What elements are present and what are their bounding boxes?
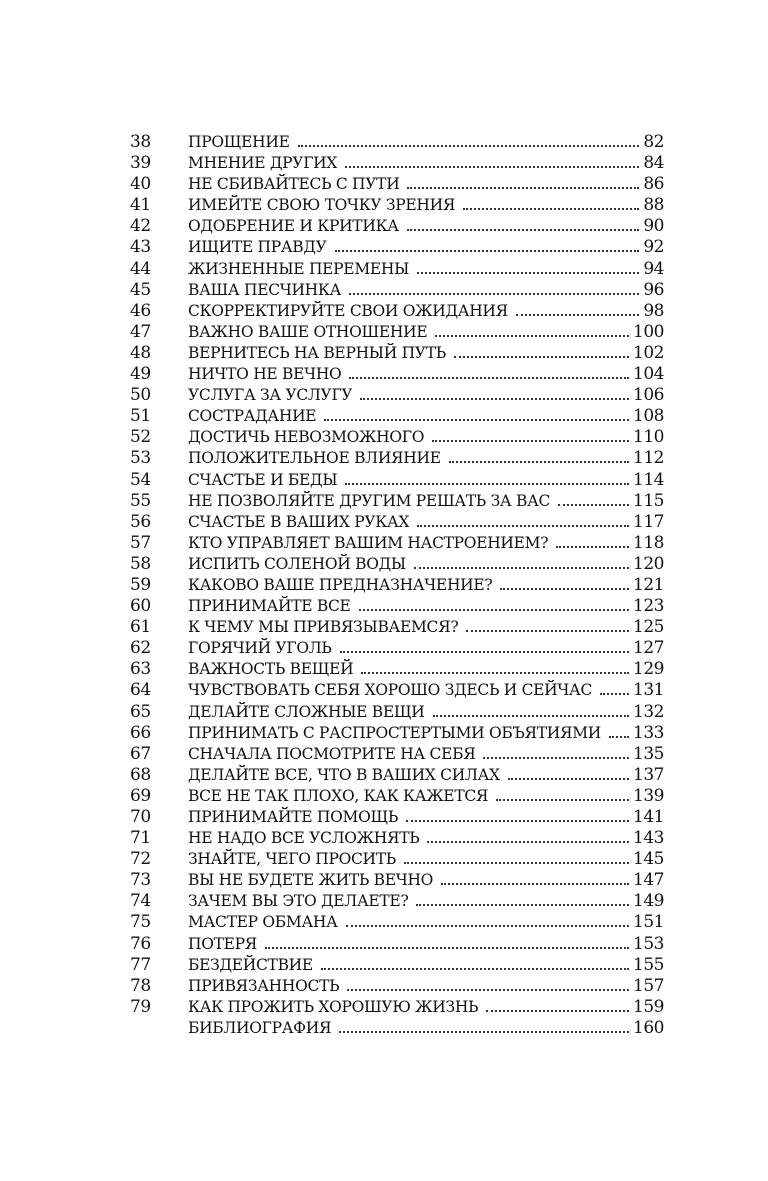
chapter-number: 61 bbox=[130, 617, 151, 638]
page-number: 160 bbox=[633, 1017, 664, 1038]
chapter-number: 77 bbox=[130, 954, 151, 975]
page-number: 117 bbox=[633, 511, 664, 532]
dot-leader bbox=[321, 968, 629, 970]
toc-entry bbox=[188, 554, 664, 575]
dot-leader bbox=[432, 440, 629, 442]
dot-leader bbox=[359, 609, 629, 611]
dot-leader bbox=[335, 250, 640, 252]
dot-leader bbox=[433, 715, 630, 717]
page-number: 114 bbox=[633, 469, 664, 490]
toc-entry bbox=[188, 997, 664, 1018]
toc-entry bbox=[188, 934, 664, 955]
dot-leader bbox=[404, 862, 629, 864]
chapter-title: К ЧЕМУ МЫ ПРИВЯЗЫВАЕМСЯ? bbox=[188, 618, 459, 637]
page-number: 118 bbox=[633, 532, 664, 553]
chapter-title: НИЧТО НЕ ВЕЧНО bbox=[188, 365, 342, 384]
chapter-title: ДЕЛАЙТЕ ВСЕ, ЧТО В ВАШИХ СИЛАХ bbox=[188, 765, 500, 784]
dot-leader bbox=[427, 841, 629, 843]
dot-leader bbox=[558, 504, 629, 506]
dot-leader bbox=[324, 419, 629, 421]
toc-entry bbox=[188, 807, 664, 828]
toc-row bbox=[130, 470, 664, 491]
toc-row bbox=[130, 912, 664, 933]
toc-entry bbox=[188, 912, 664, 933]
toc-entry bbox=[188, 512, 664, 533]
dot-leader bbox=[500, 588, 629, 590]
toc-entry bbox=[188, 680, 664, 701]
chapter-title: ДЕЛАЙТЕ СЛОЖНЫЕ ВЕЩИ bbox=[188, 702, 425, 721]
toc-row bbox=[130, 659, 664, 680]
page-number: 104 bbox=[633, 364, 664, 385]
toc-row bbox=[130, 301, 664, 322]
toc-row bbox=[130, 132, 664, 153]
dot-leader bbox=[486, 1010, 629, 1012]
page-number: 159 bbox=[633, 996, 664, 1017]
toc-entry bbox=[188, 237, 664, 258]
page-number: 125 bbox=[633, 617, 664, 638]
chapter-number: 55 bbox=[130, 490, 151, 511]
toc-entry bbox=[188, 195, 664, 216]
chapter-number: 72 bbox=[130, 849, 151, 870]
dot-leader bbox=[265, 947, 629, 949]
dot-leader bbox=[441, 883, 629, 885]
chapter-title: ПОЛОЖИТЕЛЬНОЕ ВЛИЯНИЕ bbox=[188, 449, 441, 468]
chapter-title: БЕЗДЕЙСТВИЕ bbox=[188, 955, 313, 974]
toc-row bbox=[130, 680, 664, 701]
dot-leader bbox=[496, 799, 629, 801]
chapter-title: НЕ ПОЗВОЛЯЙТЕ ДРУГИМ РЕШАТЬ ЗА ВАС bbox=[188, 491, 551, 510]
chapter-title: ОДОБРЕНИЕ И КРИТИКА bbox=[188, 217, 399, 236]
toc-entry bbox=[188, 491, 664, 512]
chapter-title: ДОСТИЧЬ НЕВОЗМОЖНОГО bbox=[188, 428, 425, 447]
page-number: 141 bbox=[633, 807, 664, 827]
dot-leader bbox=[339, 1031, 629, 1033]
toc-row bbox=[130, 512, 664, 533]
toc-entry bbox=[188, 427, 664, 448]
toc-entry bbox=[188, 406, 664, 427]
toc-row bbox=[130, 195, 664, 216]
chapter-title: ЗНАЙТЕ, ЧЕГО ПРОСИТЬ bbox=[188, 850, 396, 869]
chapter-title: МНЕНИЕ ДРУГИХ bbox=[188, 154, 338, 173]
chapter-title: ЧУВСТВОВАТЬ СЕБЯ ХОРОШО ЗДЕСЬ И СЕЙЧАС bbox=[188, 681, 593, 700]
toc-row bbox=[130, 786, 664, 807]
chapter-number: 45 bbox=[130, 279, 151, 300]
chapter-title: КАКОВО ВАШЕ ПРЕДНАЗНАЧЕНИЕ? bbox=[188, 575, 493, 594]
toc-entry bbox=[188, 870, 664, 891]
toc-row bbox=[130, 174, 664, 195]
chapter-number: 58 bbox=[130, 553, 151, 574]
page-number: 143 bbox=[633, 828, 664, 849]
toc-row bbox=[130, 723, 664, 744]
chapter-number: 64 bbox=[130, 680, 151, 701]
dot-leader bbox=[407, 187, 639, 189]
toc-row bbox=[130, 638, 664, 659]
chapter-number: 40 bbox=[130, 174, 151, 195]
page-number: 131 bbox=[633, 680, 664, 701]
chapter-number: 69 bbox=[130, 785, 151, 806]
page-number: 157 bbox=[633, 975, 664, 996]
toc-entry bbox=[188, 448, 664, 469]
toc-row bbox=[130, 554, 664, 575]
toc-entry bbox=[188, 702, 664, 723]
page-number: 86 bbox=[643, 174, 664, 195]
toc-entry bbox=[188, 659, 664, 680]
chapter-title: ПРИНИМАЙТЕ ВСЕ bbox=[188, 597, 351, 616]
page-number: 129 bbox=[633, 659, 664, 680]
toc-entry bbox=[188, 153, 664, 174]
toc-row bbox=[130, 765, 664, 786]
chapter-number: 57 bbox=[130, 532, 151, 553]
page-number: 137 bbox=[633, 764, 664, 785]
page-number: 135 bbox=[633, 743, 664, 764]
toc-row bbox=[130, 596, 664, 617]
toc-entry bbox=[188, 364, 664, 385]
toc-entry bbox=[188, 638, 664, 659]
toc-row bbox=[130, 322, 664, 343]
dot-leader bbox=[449, 461, 629, 463]
toc-entry bbox=[188, 322, 664, 343]
chapter-title: ВАЖНО ВАШЕ ОТНОШЕНИЕ bbox=[188, 322, 428, 341]
page-number: 100 bbox=[633, 321, 664, 342]
toc-row bbox=[130, 216, 664, 237]
page-number: 98 bbox=[643, 300, 664, 321]
chapter-title: КТО УПРАВЛЯЕТ ВАШИМ НАСТРОЕНИЕМ? bbox=[188, 533, 549, 552]
dot-leader bbox=[463, 208, 639, 210]
dot-leader bbox=[361, 672, 629, 674]
page-number: 151 bbox=[633, 912, 664, 933]
toc-row bbox=[130, 259, 664, 280]
chapter-title: ВАША ПЕСЧИНКА bbox=[188, 280, 342, 299]
chapter-title: СНАЧАЛА ПОСМОТРИТЕ НА СЕБЯ bbox=[188, 744, 476, 763]
dot-leader bbox=[417, 525, 629, 527]
page-number: 123 bbox=[633, 596, 664, 617]
chapter-title: ЗАЧЕМ ВЫ ЭТО ДЕЛАЕТЕ? bbox=[188, 892, 409, 911]
page-number: 96 bbox=[643, 279, 664, 300]
chapter-number: 70 bbox=[130, 807, 151, 827]
dot-leader bbox=[483, 757, 629, 759]
chapter-title: БИБЛИОГРАФИЯ bbox=[188, 1018, 332, 1037]
toc-entry bbox=[188, 786, 664, 807]
toc-row bbox=[130, 934, 664, 955]
chapter-number: 52 bbox=[130, 427, 151, 448]
chapter-title: СЧАСТЬЕ И БЕДЫ bbox=[188, 470, 338, 489]
toc-row bbox=[130, 955, 664, 976]
dot-leader bbox=[347, 989, 629, 991]
page-number: 94 bbox=[643, 258, 664, 279]
chapter-number: 43 bbox=[130, 237, 151, 258]
chapter-number: 39 bbox=[130, 153, 151, 174]
dot-leader bbox=[407, 229, 640, 231]
chapter-number: 65 bbox=[130, 701, 151, 722]
toc-entry bbox=[188, 617, 664, 638]
toc-entry bbox=[188, 132, 664, 153]
toc-entry bbox=[188, 575, 664, 596]
chapter-title: СОСТРАДАНИЕ bbox=[188, 407, 317, 426]
chapter-number: 44 bbox=[130, 258, 151, 279]
toc-row bbox=[130, 280, 664, 301]
chapter-title: ГОРЯЧИЙ УГОЛЬ bbox=[188, 639, 332, 658]
toc-entry bbox=[188, 259, 664, 280]
chapter-number: 51 bbox=[130, 406, 151, 427]
toc-row bbox=[130, 617, 664, 638]
dot-leader bbox=[406, 820, 629, 822]
toc-row bbox=[130, 870, 664, 891]
toc-entry bbox=[188, 596, 664, 617]
page-number: 121 bbox=[633, 574, 664, 595]
chapter-title: ВЕРНИТЕСЬ НА ВЕРНЫЙ ПУТЬ bbox=[188, 343, 446, 362]
page-number: 127 bbox=[633, 638, 664, 659]
chapter-number: 53 bbox=[130, 448, 151, 469]
page-number: 149 bbox=[633, 891, 664, 912]
page-number: 106 bbox=[633, 385, 664, 406]
chapter-number: 41 bbox=[130, 195, 151, 216]
page-number: 115 bbox=[633, 490, 664, 511]
toc-row bbox=[130, 427, 664, 448]
dot-leader bbox=[609, 736, 629, 738]
toc-row bbox=[130, 533, 664, 554]
toc-entry bbox=[188, 301, 664, 322]
chapter-number: 63 bbox=[130, 659, 151, 680]
dot-leader bbox=[298, 145, 640, 147]
chapter-title: ПРОЩЕНИЕ bbox=[188, 133, 290, 151]
chapter-number: 75 bbox=[130, 912, 151, 933]
toc-entry bbox=[188, 343, 664, 364]
chapter-number: 38 bbox=[130, 132, 151, 152]
chapter-number: 67 bbox=[130, 743, 151, 764]
dot-leader bbox=[360, 398, 629, 400]
page-number: 145 bbox=[633, 849, 664, 870]
chapter-title: ПРИВЯЗАННОСТЬ bbox=[188, 976, 340, 995]
page-number: 110 bbox=[633, 427, 664, 448]
chapter-title: НЕ НАДО ВСЕ УСЛОЖНЯТЬ bbox=[188, 829, 420, 848]
toc-row bbox=[130, 385, 664, 406]
toc-row bbox=[130, 849, 664, 870]
chapter-title: ИЩИТЕ ПРАВДУ bbox=[188, 238, 327, 257]
chapter-number: 56 bbox=[130, 511, 151, 532]
chapter-title: УСЛУГА ЗА УСЛУГУ bbox=[188, 386, 353, 405]
page-number: 102 bbox=[633, 342, 664, 363]
dot-leader bbox=[345, 483, 629, 485]
toc-entry bbox=[188, 385, 664, 406]
page-number: 108 bbox=[633, 406, 664, 427]
chapter-number: 79 bbox=[130, 996, 151, 1017]
toc-entry bbox=[188, 723, 664, 744]
chapter-number: 66 bbox=[130, 722, 151, 743]
dot-leader bbox=[508, 778, 629, 780]
page-number: 147 bbox=[633, 870, 664, 891]
toc-row bbox=[130, 997, 664, 1018]
chapter-number: 48 bbox=[130, 342, 151, 363]
chapter-number: 62 bbox=[130, 638, 151, 659]
chapter-title: НЕ СБИВАЙТЕСЬ С ПУТИ bbox=[188, 175, 400, 194]
dot-leader bbox=[416, 904, 629, 906]
dot-leader bbox=[414, 567, 629, 569]
toc-entry bbox=[188, 280, 664, 301]
page-number: 139 bbox=[633, 785, 664, 806]
dot-leader bbox=[340, 651, 630, 653]
chapter-title: ПРИНИМАЙТЕ ПОМОЩЬ bbox=[188, 808, 399, 826]
chapter-title: ВАЖНОСТЬ ВЕЩЕЙ bbox=[188, 660, 354, 679]
page-number: 90 bbox=[643, 216, 664, 237]
chapter-number: 42 bbox=[130, 216, 151, 237]
toc-row bbox=[130, 343, 664, 364]
page-number: 88 bbox=[643, 195, 664, 216]
toc-row bbox=[130, 237, 664, 258]
dot-leader bbox=[435, 335, 629, 337]
toc-row bbox=[130, 976, 664, 997]
chapter-number: 60 bbox=[130, 596, 151, 617]
table-of-contents bbox=[130, 132, 664, 1039]
page-number: 82 bbox=[643, 132, 664, 152]
chapter-number: 46 bbox=[130, 300, 151, 321]
page-number: 155 bbox=[633, 954, 664, 975]
toc-row bbox=[130, 1018, 664, 1039]
chapter-title: КАК ПРОЖИТЬ ХОРОШУЮ ЖИЗНЬ bbox=[188, 997, 479, 1016]
dot-leader bbox=[349, 377, 629, 379]
chapter-title: ПОТЕРЯ bbox=[188, 934, 258, 953]
toc-row bbox=[130, 491, 664, 512]
dot-leader bbox=[516, 314, 640, 316]
chapter-title: ЖИЗНЕННЫЕ ПЕРЕМЕНЫ bbox=[188, 259, 410, 278]
chapter-number: 47 bbox=[130, 321, 151, 342]
chapter-number: 76 bbox=[130, 933, 151, 954]
chapter-number: 54 bbox=[130, 469, 151, 490]
toc-entry bbox=[188, 174, 664, 195]
chapter-number: 78 bbox=[130, 975, 151, 996]
toc-row bbox=[130, 406, 664, 427]
page-number: 132 bbox=[633, 701, 664, 722]
dot-leader bbox=[346, 925, 630, 927]
dot-leader bbox=[349, 293, 639, 295]
toc-row bbox=[130, 807, 664, 828]
page-number: 133 bbox=[633, 722, 664, 743]
toc-entry bbox=[188, 891, 664, 912]
chapter-title: СКОРРЕКТИРУЙТЕ СВОИ ОЖИДАНИЯ bbox=[188, 301, 508, 320]
toc-row bbox=[130, 153, 664, 174]
toc-entry bbox=[188, 849, 664, 870]
chapter-number: 59 bbox=[130, 574, 151, 595]
toc-entry bbox=[188, 976, 664, 997]
chapter-number: 73 bbox=[130, 870, 151, 891]
chapter-number: 74 bbox=[130, 891, 151, 912]
dot-leader bbox=[600, 693, 629, 695]
dot-leader bbox=[345, 166, 639, 168]
toc-row bbox=[130, 891, 664, 912]
toc-row bbox=[130, 828, 664, 849]
page-number: 84 bbox=[643, 153, 664, 174]
toc-entry bbox=[188, 744, 664, 765]
toc-row bbox=[130, 575, 664, 596]
chapter-number: 68 bbox=[130, 764, 151, 785]
chapter-title: ИСПИТЬ СОЛЕНОЙ ВОДЫ bbox=[188, 554, 406, 573]
chapter-title: МАСТЕР ОБМАНА bbox=[188, 913, 338, 932]
chapter-title: ПРИНИМАТЬ С РАСПРОСТЕРТЫМИ ОБЪЯТИЯМИ bbox=[188, 723, 602, 742]
toc-entry bbox=[188, 216, 664, 237]
toc-entry bbox=[188, 533, 664, 554]
dot-leader bbox=[466, 630, 629, 632]
page-number: 120 bbox=[633, 553, 664, 574]
dot-leader bbox=[556, 546, 629, 548]
toc-row bbox=[130, 744, 664, 765]
toc-row bbox=[130, 364, 664, 385]
toc-entry bbox=[188, 828, 664, 849]
chapter-number: 71 bbox=[130, 828, 151, 849]
chapter-title: ВЫ НЕ БУДЕТЕ ЖИТЬ ВЕЧНО bbox=[188, 871, 434, 890]
chapter-number: 50 bbox=[130, 385, 151, 406]
page-number: 92 bbox=[643, 237, 664, 258]
chapter-title: ИМЕЙТЕ СВОЮ ТОЧКУ ЗРЕНИЯ bbox=[188, 196, 456, 215]
dot-leader bbox=[454, 356, 629, 358]
dot-leader bbox=[417, 272, 639, 274]
toc-entry bbox=[188, 1018, 664, 1039]
chapter-title: ВСЕ НЕ ТАК ПЛОХО, КАК КАЖЕТСЯ bbox=[188, 786, 489, 805]
chapter-title: СЧАСТЬЕ В ВАШИХ РУКАХ bbox=[188, 512, 410, 531]
toc-entry bbox=[188, 765, 664, 786]
toc-row bbox=[130, 448, 664, 469]
toc-entry bbox=[188, 955, 664, 976]
chapter-number: 49 bbox=[130, 364, 151, 385]
page-number: 112 bbox=[633, 448, 664, 469]
toc-row bbox=[130, 702, 664, 723]
toc-entry bbox=[188, 470, 664, 491]
page-number: 153 bbox=[633, 933, 664, 954]
